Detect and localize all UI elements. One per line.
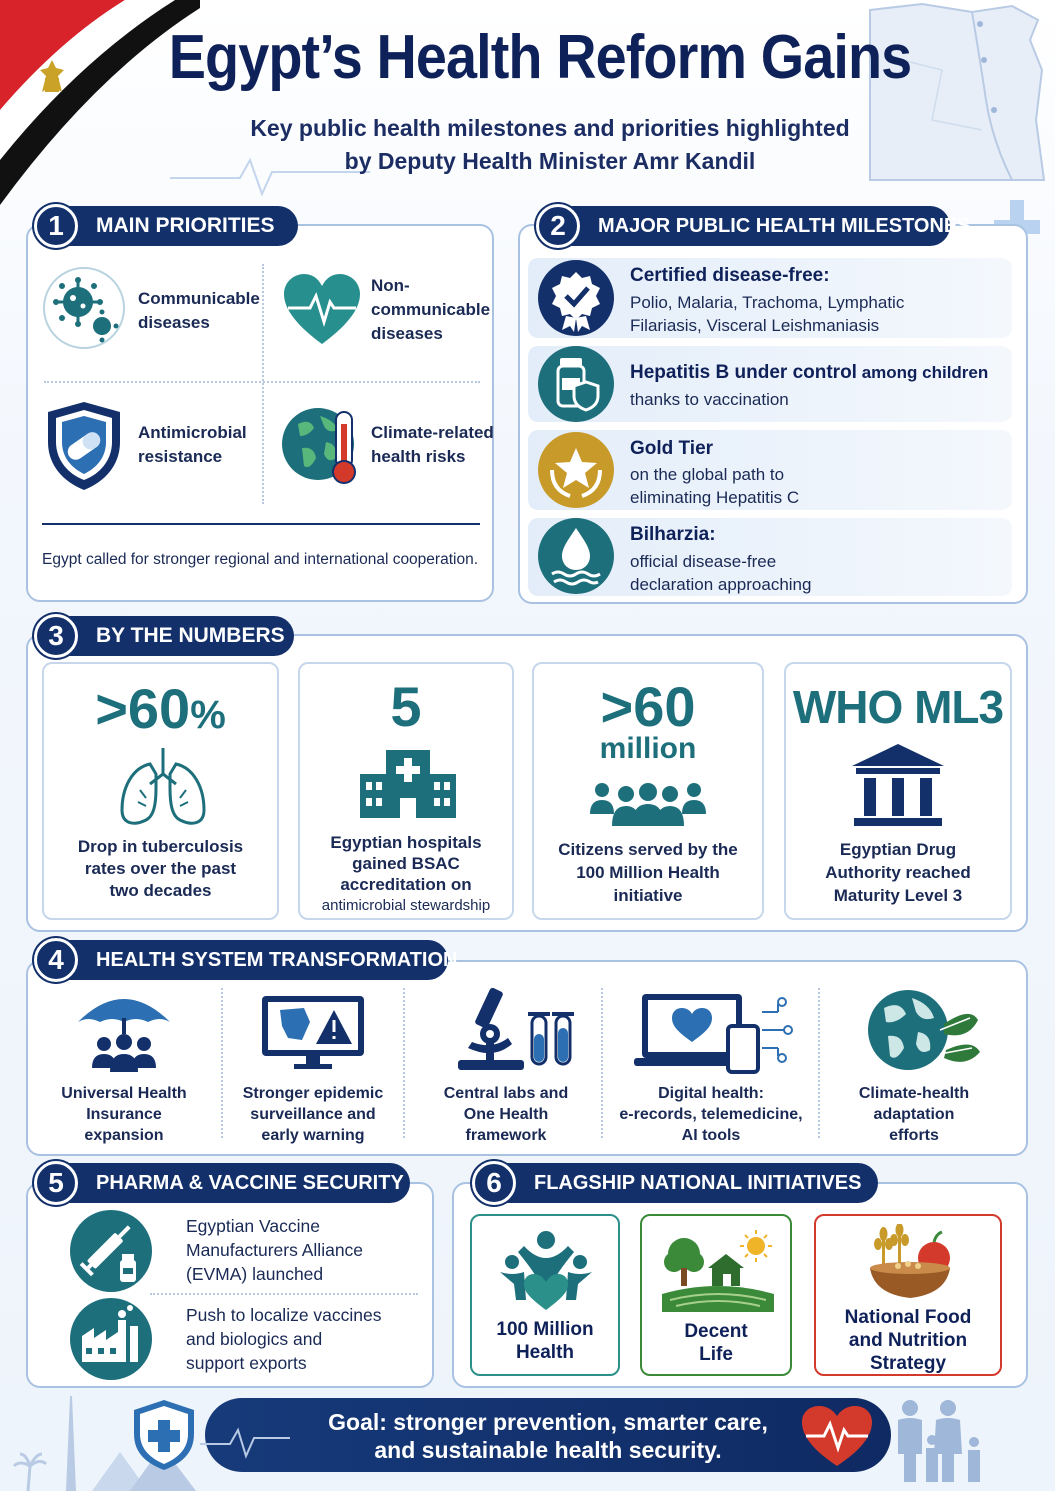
milestone-details: thanks to vaccination xyxy=(630,390,789,409)
heart-pulse-icon xyxy=(282,272,362,346)
initiative-label xyxy=(472,1318,618,1364)
label-line: Health xyxy=(515,1342,575,1363)
goal-line-2: and sustainable health security. xyxy=(374,1437,722,1463)
text-line: (EVMA) launched xyxy=(186,1264,324,1284)
stat-card-who-ml3 xyxy=(784,662,1012,920)
priority-label-communicable xyxy=(138,287,260,335)
detail-line: official disease-free xyxy=(630,552,777,571)
priority-label-ncd xyxy=(371,274,490,346)
label-line: Climate-related xyxy=(371,423,494,442)
desc-line: accreditation on xyxy=(340,875,472,894)
transformation-epidemic-surveillance xyxy=(230,1083,396,1146)
globe-leaves-icon xyxy=(860,984,986,1074)
pulse-line-decoration xyxy=(200,1422,290,1462)
desc-line: rates over the past xyxy=(84,859,237,878)
milestone-title: Certified disease-free: xyxy=(630,265,830,286)
section-title: MAJOR PUBLIC HEALTH MILESTONES xyxy=(598,215,971,237)
label-line: surveillance and xyxy=(250,1106,376,1123)
factory-icon xyxy=(68,1296,154,1382)
priority-label-amr xyxy=(138,421,247,469)
section-title: HEALTH SYSTEM TRANSFORMATION xyxy=(96,949,458,971)
label-line: Life xyxy=(699,1344,733,1365)
milestone-row-bilharzia xyxy=(528,518,1012,596)
pharma-localize-text xyxy=(186,1303,382,1375)
section-title: FLAGSHIP NATIONAL INITIATIVES xyxy=(534,1172,862,1194)
section-number: 2 xyxy=(536,204,580,248)
house-tree-field-icon xyxy=(660,1228,776,1314)
heart-pulse-icon xyxy=(800,1404,874,1468)
milestone-details xyxy=(630,550,811,596)
section-number: 1 xyxy=(34,204,78,248)
desc-line: Egyptian hospitals xyxy=(330,833,482,852)
desc-line: 100 Million Health xyxy=(576,863,720,882)
section-number: 6 xyxy=(472,1161,516,1205)
section-title: BY THE NUMBERS xyxy=(96,624,285,647)
stat-value: 5 xyxy=(390,675,422,738)
subtitle-line-1: Key public health milestones and priorities highlighted xyxy=(250,115,850,141)
label-line: resistance xyxy=(138,447,223,466)
pharma-evma-text xyxy=(186,1214,363,1286)
milestone-row-hepatitis-b xyxy=(528,346,1012,422)
transformation-universal-insurance xyxy=(40,1083,208,1146)
milestone-details xyxy=(630,291,904,337)
value: >60 xyxy=(95,677,191,740)
milestone-details xyxy=(630,463,799,509)
label-line: Stronger epidemic xyxy=(242,1085,384,1102)
label-line: Decent xyxy=(684,1321,748,1342)
umbrella-people-icon xyxy=(74,988,174,1074)
goal-label: Goal: xyxy=(328,1409,387,1435)
detail-line: Polio, Malaria, Trachoma, Lymphatic xyxy=(630,293,905,312)
detail-line: eliminating Hepatitis C xyxy=(630,488,800,507)
column-divider xyxy=(601,988,603,1138)
column-divider xyxy=(403,988,405,1138)
label-line: diseases xyxy=(138,313,210,332)
text-line: support exports xyxy=(186,1353,307,1373)
desc-line: Citizens served by the xyxy=(558,840,738,859)
stat-description xyxy=(300,832,512,916)
section-number: 3 xyxy=(34,614,78,658)
lungs-icon xyxy=(116,744,210,830)
desc-line: antimicrobial stewardship xyxy=(321,897,491,914)
text-line: Push to localize vaccines xyxy=(186,1305,382,1325)
label-line: 100 Million xyxy=(496,1319,594,1340)
transformation-central-labs xyxy=(418,1083,594,1146)
column-divider xyxy=(221,988,223,1138)
people-heart-icon xyxy=(494,1228,598,1312)
section-number: 5 xyxy=(34,1161,78,1205)
label-line: Climate-health xyxy=(858,1085,970,1102)
institution-building-icon xyxy=(848,742,948,828)
goal-line-1-text: stronger prevention, smarter care, xyxy=(386,1409,768,1435)
stat-card-tuberculosis xyxy=(42,662,279,920)
desc-line: Egyptian Drug xyxy=(839,840,957,859)
label-line: AI tools xyxy=(681,1127,741,1144)
detail-line: declaration approaching xyxy=(630,575,812,594)
grain-bowl-apple-icon xyxy=(860,1224,960,1304)
goal-text xyxy=(205,1408,891,1464)
text-line: Manufacturers Alliance xyxy=(186,1240,364,1260)
stat-unit: million xyxy=(599,732,697,765)
transformation-digital-health xyxy=(610,1083,812,1146)
monitor-alert-icon xyxy=(258,992,368,1072)
desc-line: gained BSAC xyxy=(352,854,460,873)
section-6-header xyxy=(474,1163,878,1203)
globe-thermometer-icon xyxy=(280,402,366,488)
desc-line: initiative xyxy=(613,886,683,905)
section-number: 4 xyxy=(34,938,78,982)
microscope-test-tubes-icon xyxy=(452,984,582,1074)
label-line: Antimicrobial xyxy=(138,423,247,442)
unit: % xyxy=(190,693,226,737)
label-line: communicable xyxy=(371,300,491,319)
section-2-header xyxy=(538,206,971,246)
page-subtitle xyxy=(200,112,900,178)
milestone-title: Gold Tier xyxy=(630,438,714,459)
title-bold: Hepatitis B under control xyxy=(630,362,857,383)
goal-banner xyxy=(205,1398,891,1472)
grid-divider-vertical xyxy=(262,264,264,504)
label-line: health risks xyxy=(371,447,466,466)
label-line: efforts xyxy=(889,1127,939,1144)
desc-line: two decades xyxy=(109,881,212,900)
cooperation-note: Egypt called for stronger regional and international cooperation. xyxy=(42,551,478,568)
milestone-row-disease-free xyxy=(528,258,1012,338)
virus-icon xyxy=(42,266,126,350)
milestone-row-gold-tier xyxy=(528,430,1012,510)
label-line: framework xyxy=(465,1127,547,1144)
transformation-climate-health xyxy=(830,1083,998,1146)
text-line: Egyptian Vaccine xyxy=(186,1216,320,1236)
stat-value xyxy=(44,676,277,741)
title-tail: among children xyxy=(856,363,989,382)
label-line: e-records, telemedicine, xyxy=(619,1106,803,1123)
section-title: MAIN PRIORITIES xyxy=(96,214,275,237)
label-line: expansion xyxy=(84,1127,164,1144)
laptop-phone-digital-icon xyxy=(632,990,800,1074)
initiative-label xyxy=(642,1320,790,1366)
section-4-header xyxy=(36,940,458,980)
label-line: early warning xyxy=(261,1127,365,1144)
stat-card-citizens xyxy=(532,662,764,920)
desc-line: Drop in tuberculosis xyxy=(77,837,244,856)
text-line: and biologics and xyxy=(186,1329,323,1349)
vaccine-vial-shield-icon xyxy=(536,344,616,424)
stat-description xyxy=(534,838,762,907)
certified-badge-icon xyxy=(536,258,616,338)
priority-label-climate xyxy=(371,421,494,469)
milestone-title: Bilharzia: xyxy=(630,524,716,545)
section-title: PHARMA & VACCINE SECURITY xyxy=(96,1172,404,1194)
page-title: Egypt’s Health Reform Gains xyxy=(168,23,912,92)
panel-divider xyxy=(42,523,480,525)
stat-description xyxy=(786,838,1010,907)
detail-line: on the global path to xyxy=(630,465,785,484)
stat-card-hospitals xyxy=(298,662,514,920)
goal-line-1 xyxy=(205,1408,891,1436)
initiative-card-100-million-health xyxy=(470,1214,620,1376)
label-line: Digital health: xyxy=(658,1085,764,1102)
desc-line: Authority reached xyxy=(825,863,971,882)
initiative-card-food-nutrition xyxy=(814,1214,1002,1376)
label-line: Universal Health xyxy=(61,1085,187,1102)
initiative-card-decent-life xyxy=(640,1214,792,1376)
hospital-building-icon xyxy=(356,746,460,820)
detail-line: Filariasis, Visceral Leishmaniasis xyxy=(630,316,880,335)
milestone-title xyxy=(630,362,988,384)
label-line: Central labs and xyxy=(443,1085,569,1102)
label-line: One Health xyxy=(463,1106,549,1123)
section-1-header xyxy=(36,206,298,246)
people-group-icon xyxy=(586,780,710,828)
shield-cross-icon xyxy=(132,1398,196,1472)
water-drop-waves-icon xyxy=(536,516,616,596)
label-line: Strategy xyxy=(869,1353,947,1374)
gold-star-laurel-icon xyxy=(536,430,616,510)
subtitle-line-2: by Deputy Health Minister Amr Kandil xyxy=(344,148,756,174)
syringe-vial-icon xyxy=(68,1208,154,1294)
family-silhouette-icon xyxy=(888,1398,998,1484)
initiative-label xyxy=(816,1306,1000,1375)
stat-value: WHO ML3 xyxy=(792,681,1004,733)
stat-description xyxy=(44,836,277,902)
stat-value: >60 xyxy=(600,675,696,738)
section-3-header xyxy=(36,616,294,656)
label-line: Non- xyxy=(371,276,410,295)
label-line: diseases xyxy=(371,324,443,343)
shield-pill-icon xyxy=(46,400,122,492)
column-divider xyxy=(818,988,820,1138)
label-line: and Nutrition xyxy=(848,1330,968,1351)
row-divider xyxy=(150,1293,418,1295)
label-line: adaptation xyxy=(873,1106,955,1123)
section-5-header xyxy=(36,1163,410,1203)
desc-line: Maturity Level 3 xyxy=(833,886,963,905)
grid-divider-horizontal xyxy=(44,381,480,383)
label-line: Communicable xyxy=(138,289,260,308)
label-line: National Food xyxy=(844,1307,972,1328)
label-line: Insurance xyxy=(86,1106,162,1123)
